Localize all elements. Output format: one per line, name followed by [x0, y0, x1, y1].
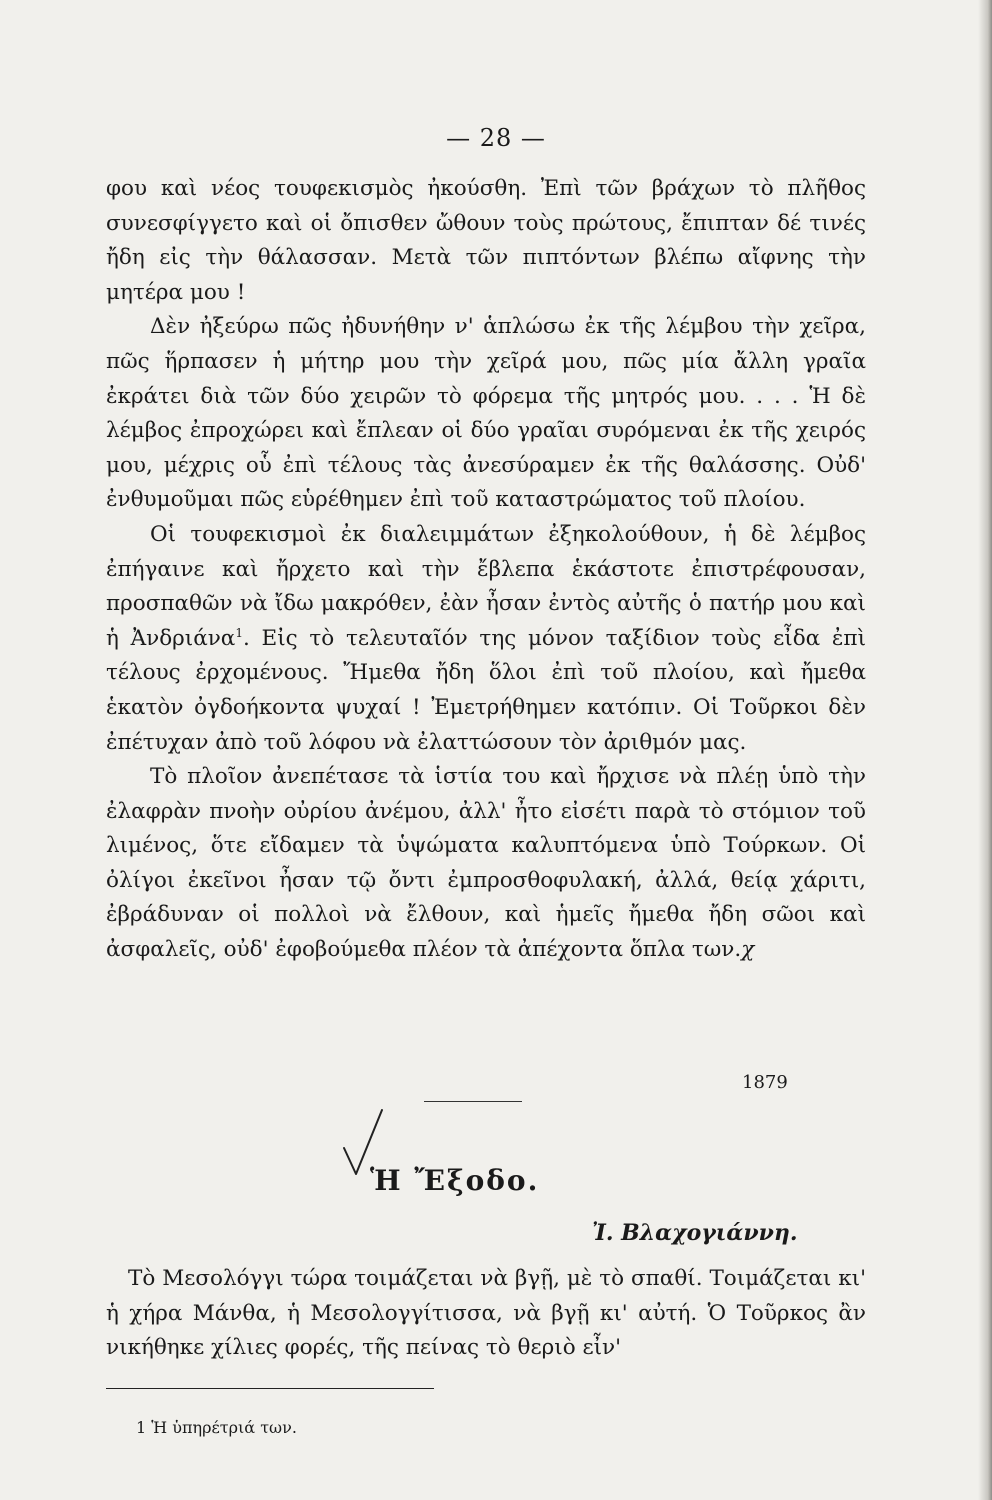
page-number: — 28 — — [446, 124, 546, 152]
section-divider — [424, 1101, 522, 1102]
footnote-divider — [106, 1388, 434, 1389]
section-title: Ἡ Ἔξοδο. — [370, 1164, 540, 1197]
paragraph: φου καὶ νέος τουφεκισμὸς ἠκούσθη. Ἐπὶ τῶν βράχων τὸ πλῆθος συνεσφίγγετο καὶ οἱ ὄπισθεν ὤθουν τοὺς πρώτους, ἔπιπταν δέ τινές ἤδη εἰς τὴν θάλασσαν. Μετὰ τῶν πιπτόντων βλέπω αἴφνης τὴν μητέρα μου ! — [106, 176, 866, 305]
date-line: 1879 — [742, 1072, 788, 1093]
paragraph: Δὲν ἠξεύρω πῶς ἠδυνήθην ν' ἁπλώσω ἐκ τῆς λέμβου τὴν χεῖρα, πῶς ἥρπασεν ἡ μήτηρ μου τὴν χεῖρά μου, πῶς μία ἄλλη γραῖα ἐκράτει διὰ τῶν δύο χειρῶν τὸ φόρεμα τῆς μητρός μου. . . . Ἡ δὲ λέμβος ἐπροχώρει καὶ ἔπλεαν οἱ δύο γραῖαι συρόμεναι ἐκ τῆς χειρός μου, μέχρις οὗ ἐπὶ τέλους τὰς ἀνεσύραμεν ἐκ τῆς θαλάσσης. Οὐδ' ἐνθυμοῦμαι πῶς εὑρέθημεν ἐπὶ τοῦ καταστρώματος τοῦ πλοίου. — [106, 314, 866, 513]
story-text — [106, 1262, 866, 1366]
page-edge-shadow — [978, 0, 992, 1500]
footnote-ref: 1 — [235, 625, 243, 640]
author-name: Ἰ. Βλαχογιάννη. — [592, 1220, 798, 1246]
body-text — [106, 172, 866, 968]
paragraph: Τὸ Μεσολόγγι τώρα τοιμάζεται νὰ βγῇ, μὲ τὸ σπαθί. Τοιμάζεται κι' ἡ χήρα Μάνθα, ἡ Μεσολογγίτισσα, νὰ βγῇ κι' αὐτή. Ὁ Τοῦρκος ἂν νικήθηκε χίλιες φορές, τῆς πείνας τὸ θεριὸ εἶν' — [106, 1266, 866, 1361]
paragraph: Οἱ τουφεκισμοὶ ἐκ διαλειμμάτων ἐξηκολούθουν, ἡ δὲ λέμβος ἐπήγαινε καὶ ἤρχετο καὶ τὴν ἔβλεπα ἑκάστοτε ἐπιστρέφουσαν, προσπαθῶν νὰ ἴδω μακρόθεν, ἐὰν ἦσαν ἐντὸς αὐτῆς ὁ πατήρ μου καὶ ἡ Ἀνδριάνα$^1$. Εἰς τὸ τελευταῖόν της μόνον ταξίδιον τοὺς εἶδα ἐπὶ τέλους ἐρχομένους. Ἤμεθα ἤδη ὅλοι ἐπὶ τοῦ πλοίου, καὶ ἤμεθα ἑκατὸν ὀγδοήκοντα ψυχαί ! Ἐμετρήθημεν κατόπιν. Οἱ Τοῦρκοι δὲν ἐπέτυχαν ἀπὸ τοῦ λόφου νὰ ἐλαττώσουν τὸν ἀριθμόν μας. — [106, 521, 866, 755]
footnote-text: Ἡ ὑπηρέτριά των. — [151, 1418, 297, 1437]
handwritten-mark: χ — [741, 937, 755, 963]
footnote — [136, 1418, 297, 1437]
footnote-number: 1 — [136, 1418, 147, 1437]
paragraph: Τὸ πλοῖον ἀνεπέτασε τὰ ἱστία του καὶ ἤρχισε νὰ πλέῃ ὑπὸ τὴν ἐλαφρὰν πνοὴν οὐρίου ἀνέμου, ἀλλ' ἦτο εἰσέτι παρὰ τὸ στόμιον τοῦ λιμένος, ὅτε εἴδαμεν τὰ ὑψώματα καλυπτόμενα ὑπὸ Τούρκων. Οἱ ὀλίγοι ἐκεῖνοι ἦσαν τῷ ὄντι ἐμπροσθοφυλακή, ἀλλά, θείᾳ χάριτι, ἐβράδυναν οἱ πολλοὶ νὰ ἔλθουν, καὶ ἡμεῖς ἤμεθα ἤδη σῶοι καὶ ἀσφαλεῖς, οὐδ' ἐφοβούμεθα πλέον τὰ ἀπέχοντα ὅπλα των.χ — [106, 764, 866, 963]
